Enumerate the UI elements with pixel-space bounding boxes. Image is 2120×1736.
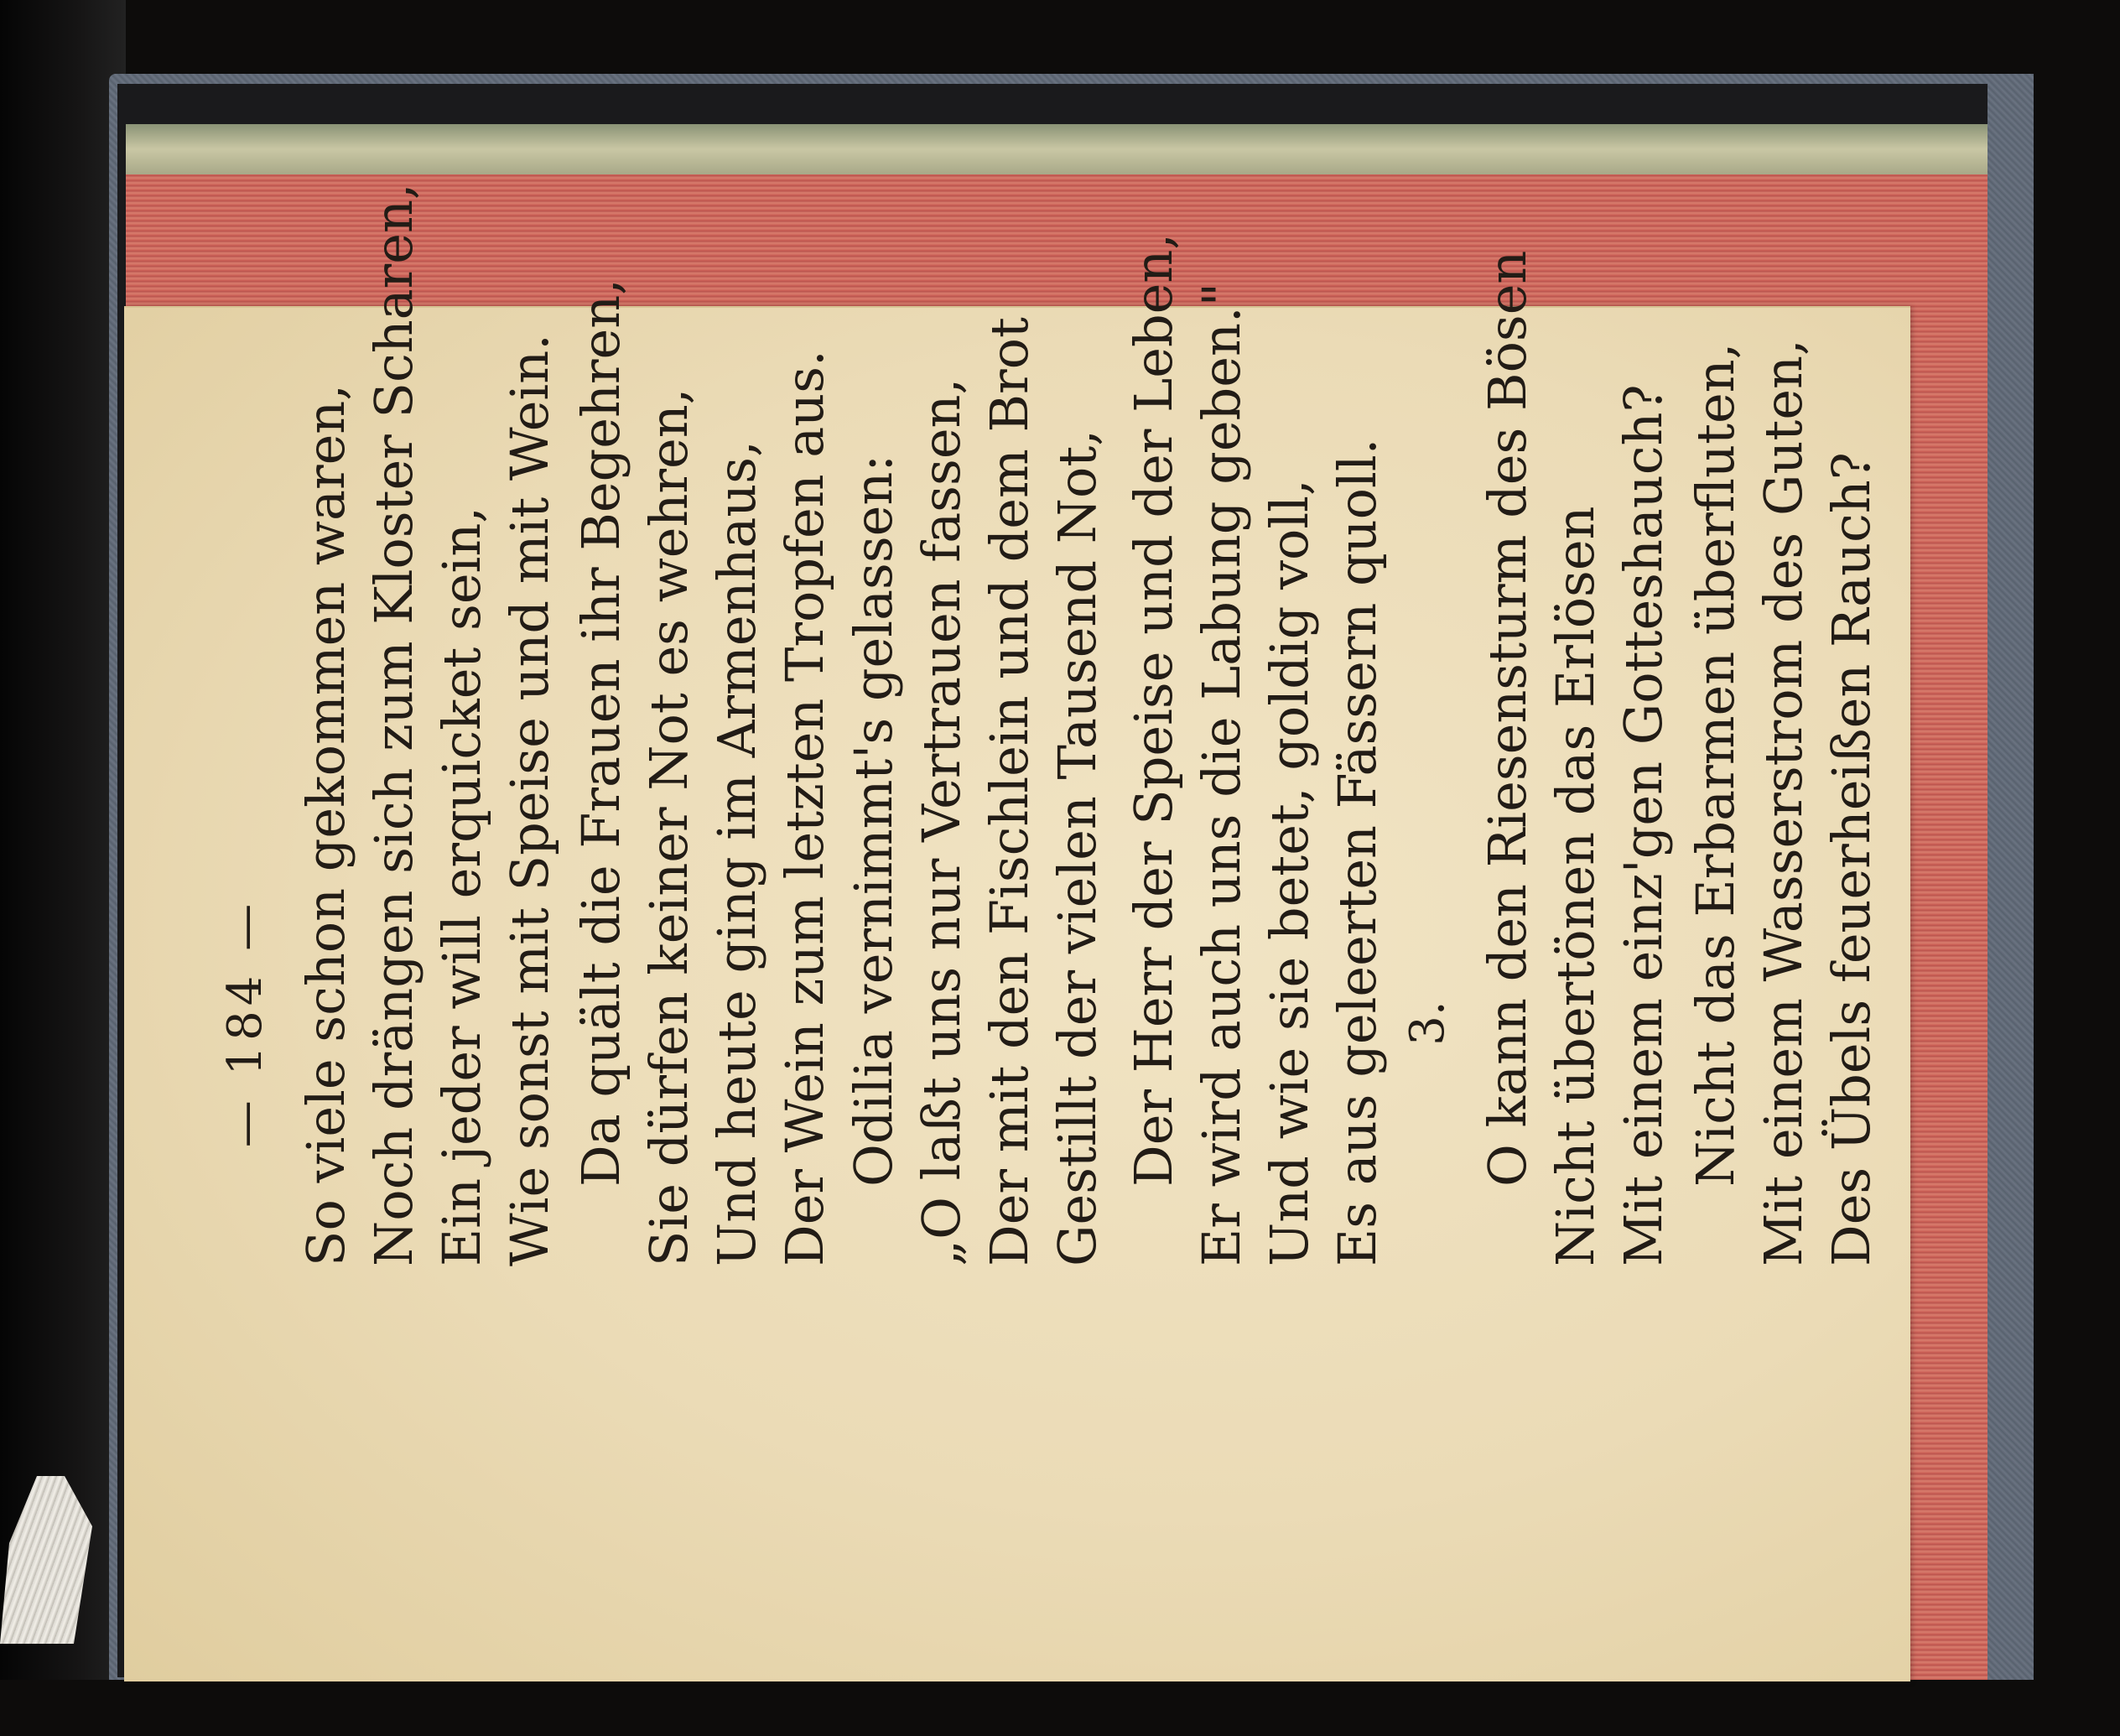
verse-line: Ein jeder will erquicket sein, (431, 507, 492, 1266)
verse-line: Nicht übertönen das Erlösen (1545, 506, 1606, 1266)
verse-line: Noch drängen sich zum Kloster Scharen, (363, 183, 424, 1266)
verse-line: Der Herr der Speise und der Leben, (1123, 233, 1184, 1187)
dark-background (0, 0, 126, 1680)
verse-line: Und wie sie betet, goldig voll, (1259, 479, 1320, 1266)
stanza-6 (1681, 327, 1885, 1266)
verse-line: „O laßt uns nur Vertrauen fassen, (911, 377, 972, 1266)
page-text (197, 183, 1882, 1736)
stanza-1 (292, 183, 564, 1266)
stanza-5 (1473, 250, 1677, 1266)
verse-line: Der mit den Fischlein und dem Brot (979, 317, 1040, 1266)
stanza-2 (567, 278, 839, 1266)
verse-line: Wie sonst mit Speise und mit Wein. (499, 334, 560, 1266)
verse-line: Da quält die Frauen ihr Begehren, (570, 278, 631, 1187)
verse-line: Des Übels feuerheißen Rauch? (1821, 452, 1882, 1266)
stanza-4 (1120, 233, 1391, 1266)
verse-line: Mit einem Wasserstrom des Guten, (1753, 339, 1814, 1266)
verse-line: Er wird auch uns die Labung geben." (1191, 282, 1252, 1266)
section-number: 3. (1400, 1001, 1455, 1046)
verse-line: Und heute ging im Armenhaus, (706, 440, 767, 1266)
page-number: — 184 — (218, 898, 273, 1148)
verse-line: So viele schon gekommen waren, (295, 384, 356, 1266)
stanza-3 (839, 317, 1111, 1266)
verse-line: Mit einem einz'gen Gotteshauch? (1613, 384, 1674, 1266)
verse-line: Odilia vernimmt's gelassen: (843, 454, 904, 1187)
verse-line: Der Wein zum letzten Tropfen aus. (774, 350, 835, 1266)
verse-line: Sie dürfen keiner Not es wehren, (638, 387, 699, 1266)
page-head-edge (126, 124, 1988, 174)
verse-line: Nicht das Erbarmen überfluten, (1685, 342, 1746, 1187)
verse-line: O kann den Riesensturm des Bösen (1477, 250, 1538, 1187)
verse-line: Gestillt der vielen Tausend Not, (1047, 429, 1108, 1266)
verse-line: Es aus geleerten Fässern quoll. (1327, 438, 1388, 1266)
